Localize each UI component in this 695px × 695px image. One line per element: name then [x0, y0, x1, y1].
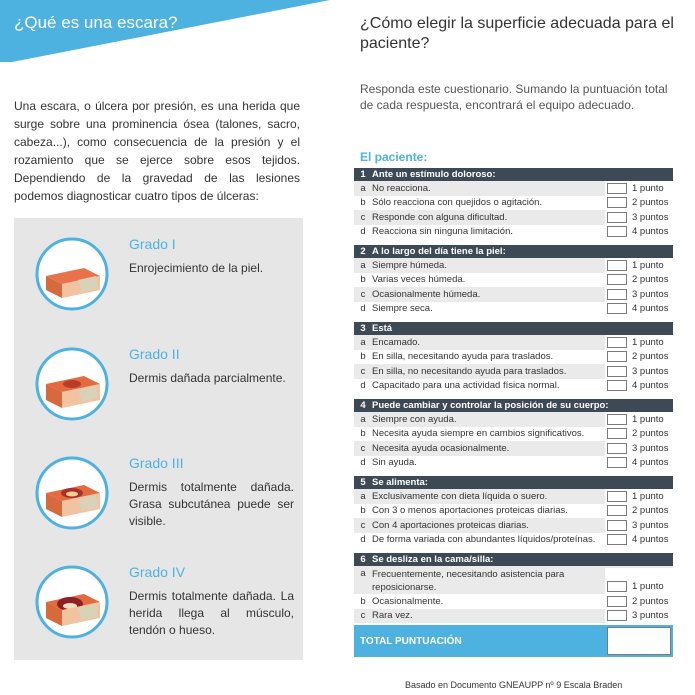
answer-checkbox[interactable]: [607, 414, 627, 425]
grade-description: Dermis dañada parcialmente.: [129, 371, 286, 385]
answer-checkbox[interactable]: [607, 520, 627, 531]
question-header: 5 Se alimenta:: [354, 476, 673, 489]
skin-layer-grade3-icon: [34, 455, 110, 531]
question-header: 3 Está: [354, 322, 673, 335]
answer-checkbox[interactable]: [607, 260, 627, 271]
answer-option: d Reacciona sin ninguna limitación. 4 puntos: [354, 225, 673, 240]
answer-option: c Ocasionalmente húmeda. 3 puntos: [354, 287, 673, 302]
intro-paragraph: Una escara, o úlcera por presión, es una herida que surge sobre una prominencia ósea (talones, sacro, cabeza...), como consecuencia de la presión y el rozamiento que se ejerce sobre esos tejidos. Dependiendo de la gravedad de las lesiones podemos diagnosticar cuatro tipos de úlceras:: [14, 99, 300, 203]
grade-title: Grado III: [129, 455, 184, 471]
answer-checkbox[interactable]: [607, 197, 627, 208]
answer-option: c Responde con alguna dificultad. 3 puntos: [354, 210, 673, 225]
answer-checkbox[interactable]: [607, 505, 627, 516]
answer-option: b Varias veces húmeda. 2 puntos: [354, 273, 673, 288]
grade-2: [14, 346, 303, 446]
answer-option: c Necesita ayuda ocasionalmente. 3 puntos: [354, 441, 673, 456]
answer-option: b En silla, necesitando ayuda para traslados. 2 puntos: [354, 350, 673, 365]
question-header: 1 Ante un estímulo doloroso:: [354, 168, 673, 181]
grade-description: Dermis totalmente dañada. Grasa subcutánea puede ser visible.: [129, 480, 294, 528]
answer-option: a Siempre húmeda. 1 punto: [354, 258, 673, 273]
answer-option: a Frecuentemente, necesitando asistencia para reposicionarse. 1 punto: [354, 566, 673, 594]
skin-layer-grade1-icon: [34, 236, 110, 312]
answer-checkbox[interactable]: [607, 380, 627, 391]
grade-title: Grado I: [129, 236, 176, 252]
grade-title: Grado IV: [129, 564, 186, 580]
answer-checkbox[interactable]: [607, 337, 627, 348]
answer-option: b Con 3 o menos aportaciones proteicas diarias. 2 puntos: [354, 504, 673, 519]
answer-checkbox[interactable]: [607, 351, 627, 362]
answer-checkbox[interactable]: [607, 366, 627, 377]
answer-option: b Sólo reacciona con quejidos o agitación. 2 puntos: [354, 196, 673, 211]
grade-4: [14, 564, 303, 664]
right-title: ¿Cómo elegir la superficie adecuada para el paciente?: [360, 15, 674, 52]
answer-option: a Siempre con ayuda. 1 punto: [354, 412, 673, 427]
total-label: TOTAL PUNTUACIÓN: [354, 625, 605, 657]
answer-checkbox[interactable]: [607, 596, 627, 607]
answer-checkbox[interactable]: [607, 443, 627, 454]
grade-description: Enrojecimiento de la piel.: [129, 261, 264, 275]
answer-checkbox[interactable]: [607, 212, 627, 223]
answer-checkbox[interactable]: [607, 457, 627, 468]
total-score-box: [605, 625, 673, 657]
answer-checkbox[interactable]: [607, 274, 627, 285]
answer-option: b Necesita ayuda siempre en cambios significativos. 2 puntos: [354, 427, 673, 442]
grades-panel: [14, 218, 303, 660]
total-row: [354, 625, 673, 657]
questionnaire-intro: Responda este cuestionario. Sumando la puntuación total de cada respuesta, encontrará el equipo adecuado.: [360, 82, 668, 112]
answer-checkbox[interactable]: [607, 581, 627, 592]
answer-checkbox[interactable]: [607, 289, 627, 300]
answer-option: b Ocasionalmente. 2 puntos: [354, 594, 673, 609]
answer-option: c Rara vez. 3 puntos: [354, 609, 673, 624]
source-note: Basado en Documento GNEAUPP nº 9 Escala Braden: [405, 680, 623, 690]
question-header: 6 Se desliza en la cama/silla:: [354, 553, 673, 566]
answer-option: d Sin ayuda. 4 puntos: [354, 456, 673, 471]
answer-checkbox[interactable]: [607, 428, 627, 439]
answer-option: d Capacitado para una actividad física normal. 4 puntos: [354, 379, 673, 394]
answer-checkbox[interactable]: [607, 491, 627, 502]
answer-option: a Exclusivamente con dieta líquida o suero. 1 punto: [354, 489, 673, 504]
braden-questionnaire: [354, 168, 673, 657]
grade-1: [14, 236, 303, 336]
question-header: 4 Puede cambiar y controlar la posición de su cuerpo:: [354, 399, 673, 412]
answer-option: c En silla, no necesitando ayuda para traslados. 3 puntos: [354, 364, 673, 379]
total-score-field[interactable]: [607, 627, 671, 655]
skin-layer-grade2-icon: [34, 346, 110, 422]
question-header: 2 A lo largo del día tiene la piel:: [354, 245, 673, 258]
answer-option: a Encamado. 1 punto: [354, 335, 673, 350]
patient-label: El paciente:: [360, 150, 428, 164]
title-banner: [0, 0, 320, 62]
skin-layer-grade4-icon: [34, 564, 110, 640]
answer-option: d Siempre seca. 4 puntos: [354, 302, 673, 317]
left-title: ¿Qué es una escara?: [14, 13, 178, 32]
answer-checkbox[interactable]: [607, 226, 627, 237]
answer-option: a No reacciona. 1 punto: [354, 181, 673, 196]
grade-title: Grado II: [129, 346, 180, 362]
answer-checkbox[interactable]: [607, 303, 627, 314]
answer-option: c Con 4 aportaciones proteicas diarias. 3 puntos: [354, 518, 673, 533]
answer-option: d De forma variada con abundantes líquidos/proteínas. 4 puntos: [354, 533, 673, 548]
answer-checkbox[interactable]: [607, 610, 627, 621]
grade-3: [14, 455, 303, 555]
grade-description: Dermis totalmente dañada. La herida llega al músculo, tendón o hueso.: [129, 589, 294, 637]
answer-checkbox[interactable]: [607, 534, 627, 545]
answer-checkbox[interactable]: [607, 183, 627, 194]
